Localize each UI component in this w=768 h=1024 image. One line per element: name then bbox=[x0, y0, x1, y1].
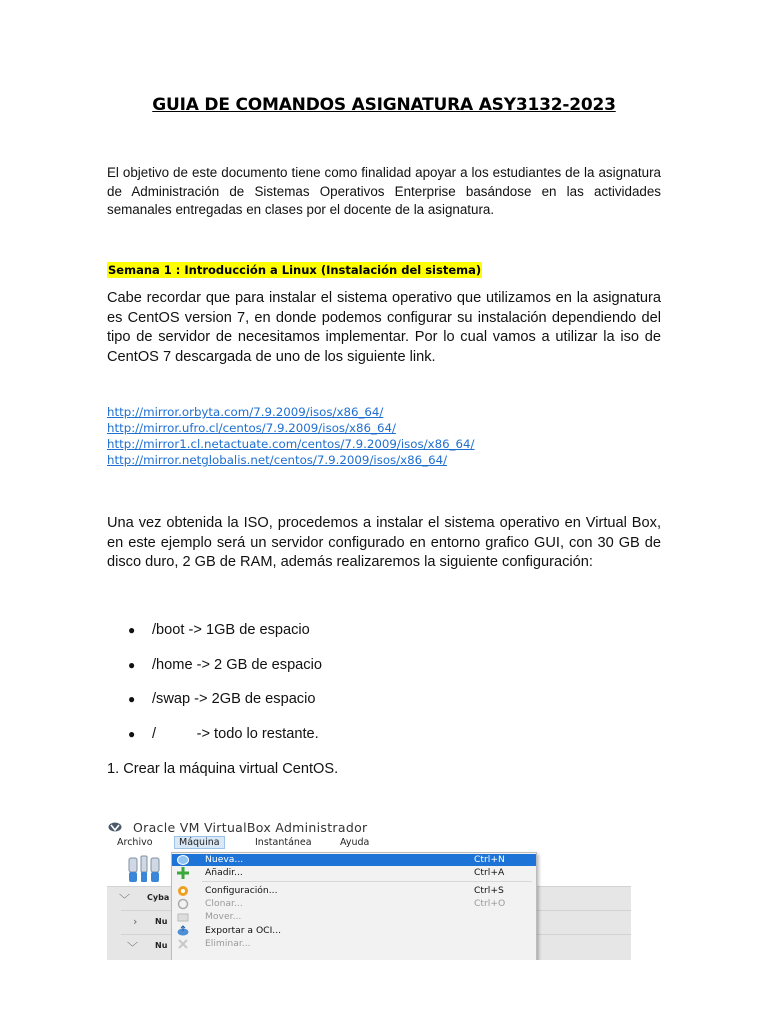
menu-item-eliminar[interactable]: Eliminar... bbox=[172, 938, 536, 950]
window-titlebar bbox=[107, 818, 631, 836]
menu-item-exportar-oci[interactable]: Exportar a OCI... bbox=[172, 925, 536, 937]
document-title: GUIA DE COMANDOS ASIGNATURA ASY3132-2023 bbox=[152, 95, 616, 115]
download-link[interactable]: http://mirror1.cl.netactuate.com/centos/7.9.2009/isos/x86_64/ bbox=[107, 437, 475, 451]
virtualbox-screenshot bbox=[107, 816, 631, 960]
section-heading-week1: Semana 1 : Introducción a Linux (Instalación del sistema) bbox=[108, 263, 482, 277]
window-title: Oracle VM VirtualBox Administrador bbox=[133, 820, 368, 835]
delete-icon bbox=[177, 938, 189, 950]
chevron-down-icon[interactable]: ﹀ bbox=[127, 941, 138, 954]
intro-paragraph: El objetivo de este documento tiene como finalidad apoyar a los estudiantes de la asignatura de Administración de Sistemas Operativos Enterprise basándose en las actividades semanales entregadas en clases por el docente de la asignatura. bbox=[107, 165, 661, 217]
move-icon bbox=[177, 911, 189, 923]
download-link[interactable]: http://mirror.ufro.cl/centos/7.9.2009/isos/x86_64/ bbox=[107, 421, 396, 435]
new-vm-icon bbox=[177, 854, 189, 866]
maquina-dropdown-menu bbox=[171, 852, 537, 960]
menu-archivo[interactable]: Archivo bbox=[117, 837, 153, 848]
list-item-text: /swap -> 2GB de espacio bbox=[152, 691, 316, 707]
menu-separator bbox=[202, 881, 532, 882]
paragraph-centos: Cabe recordar que para instalar el sistema operativo que utilizamos en la asignatura es CentOS version 7, en donde podemos configurar su instalación dependiendo del tipo de servidor de necesitamos implementar. Por lo cual vamos a utilizar la iso de CentOS 7 descargada de uno de los siguiente link. bbox=[107, 290, 661, 366]
bullet-icon: ● bbox=[128, 657, 136, 672]
list-item-text: /boot -> 1GB de espacio bbox=[152, 622, 310, 638]
list-item-text: /home -> 2 GB de espacio bbox=[152, 656, 322, 673]
list-item-text: / -> todo lo restante. bbox=[152, 725, 319, 742]
step-1: 1. Crear la máquina virtual CentOS. bbox=[107, 761, 339, 777]
menu-maquina[interactable]: Máquina bbox=[174, 836, 225, 849]
list-item[interactable]: › Nu bbox=[121, 910, 631, 933]
clone-icon bbox=[177, 898, 189, 910]
menu-item-mover[interactable]: Mover... bbox=[172, 911, 536, 923]
download-link[interactable]: http://mirror.netglobalis.net/centos/7.9.2009/isos/x86_64/ bbox=[107, 453, 448, 467]
tools-icon bbox=[127, 854, 167, 884]
menu-instantanea[interactable]: Instantánea bbox=[255, 837, 312, 848]
chevron-down-icon[interactable]: ﹀ bbox=[119, 893, 130, 906]
add-plus-icon bbox=[177, 867, 189, 879]
menu-item-clonar[interactable]: Clonar... Ctrl+O bbox=[172, 898, 536, 910]
list-item[interactable]: ﹀ Cyba bbox=[107, 886, 631, 909]
export-cloud-icon bbox=[177, 925, 189, 937]
bullet-icon: ● bbox=[128, 726, 136, 741]
settings-gear-icon bbox=[177, 885, 189, 897]
menu-item-configuracion[interactable]: Configuración... Ctrl+S bbox=[172, 885, 536, 897]
bullet-icon: ● bbox=[128, 692, 136, 706]
download-links bbox=[107, 404, 475, 468]
menu-bar bbox=[107, 836, 631, 850]
bullet-icon: ● bbox=[128, 623, 136, 637]
paragraph-installation: Una vez obtenida la ISO, procedemos a instalar el sistema operativo en Virtual Box, en este ejemplo será un servidor configurado en entorno grafico GUI, con 30 GB de disco duro, 2 GB de RAM, además realizaremos la siguiente configuración: bbox=[107, 515, 661, 571]
menu-item-anadir[interactable]: Añadir... Ctrl+A bbox=[172, 867, 536, 879]
menu-item-nueva[interactable]: Nueva... Ctrl+N bbox=[172, 854, 536, 866]
list-item[interactable]: ﹀ Nu bbox=[121, 934, 631, 957]
chevron-right-icon[interactable]: › bbox=[133, 915, 138, 928]
download-link[interactable]: http://mirror.orbyta.com/7.9.2009/isos/x86_64/ bbox=[107, 405, 384, 419]
menu-ayuda[interactable]: Ayuda bbox=[340, 837, 370, 848]
virtualbox-logo-icon bbox=[108, 822, 122, 832]
